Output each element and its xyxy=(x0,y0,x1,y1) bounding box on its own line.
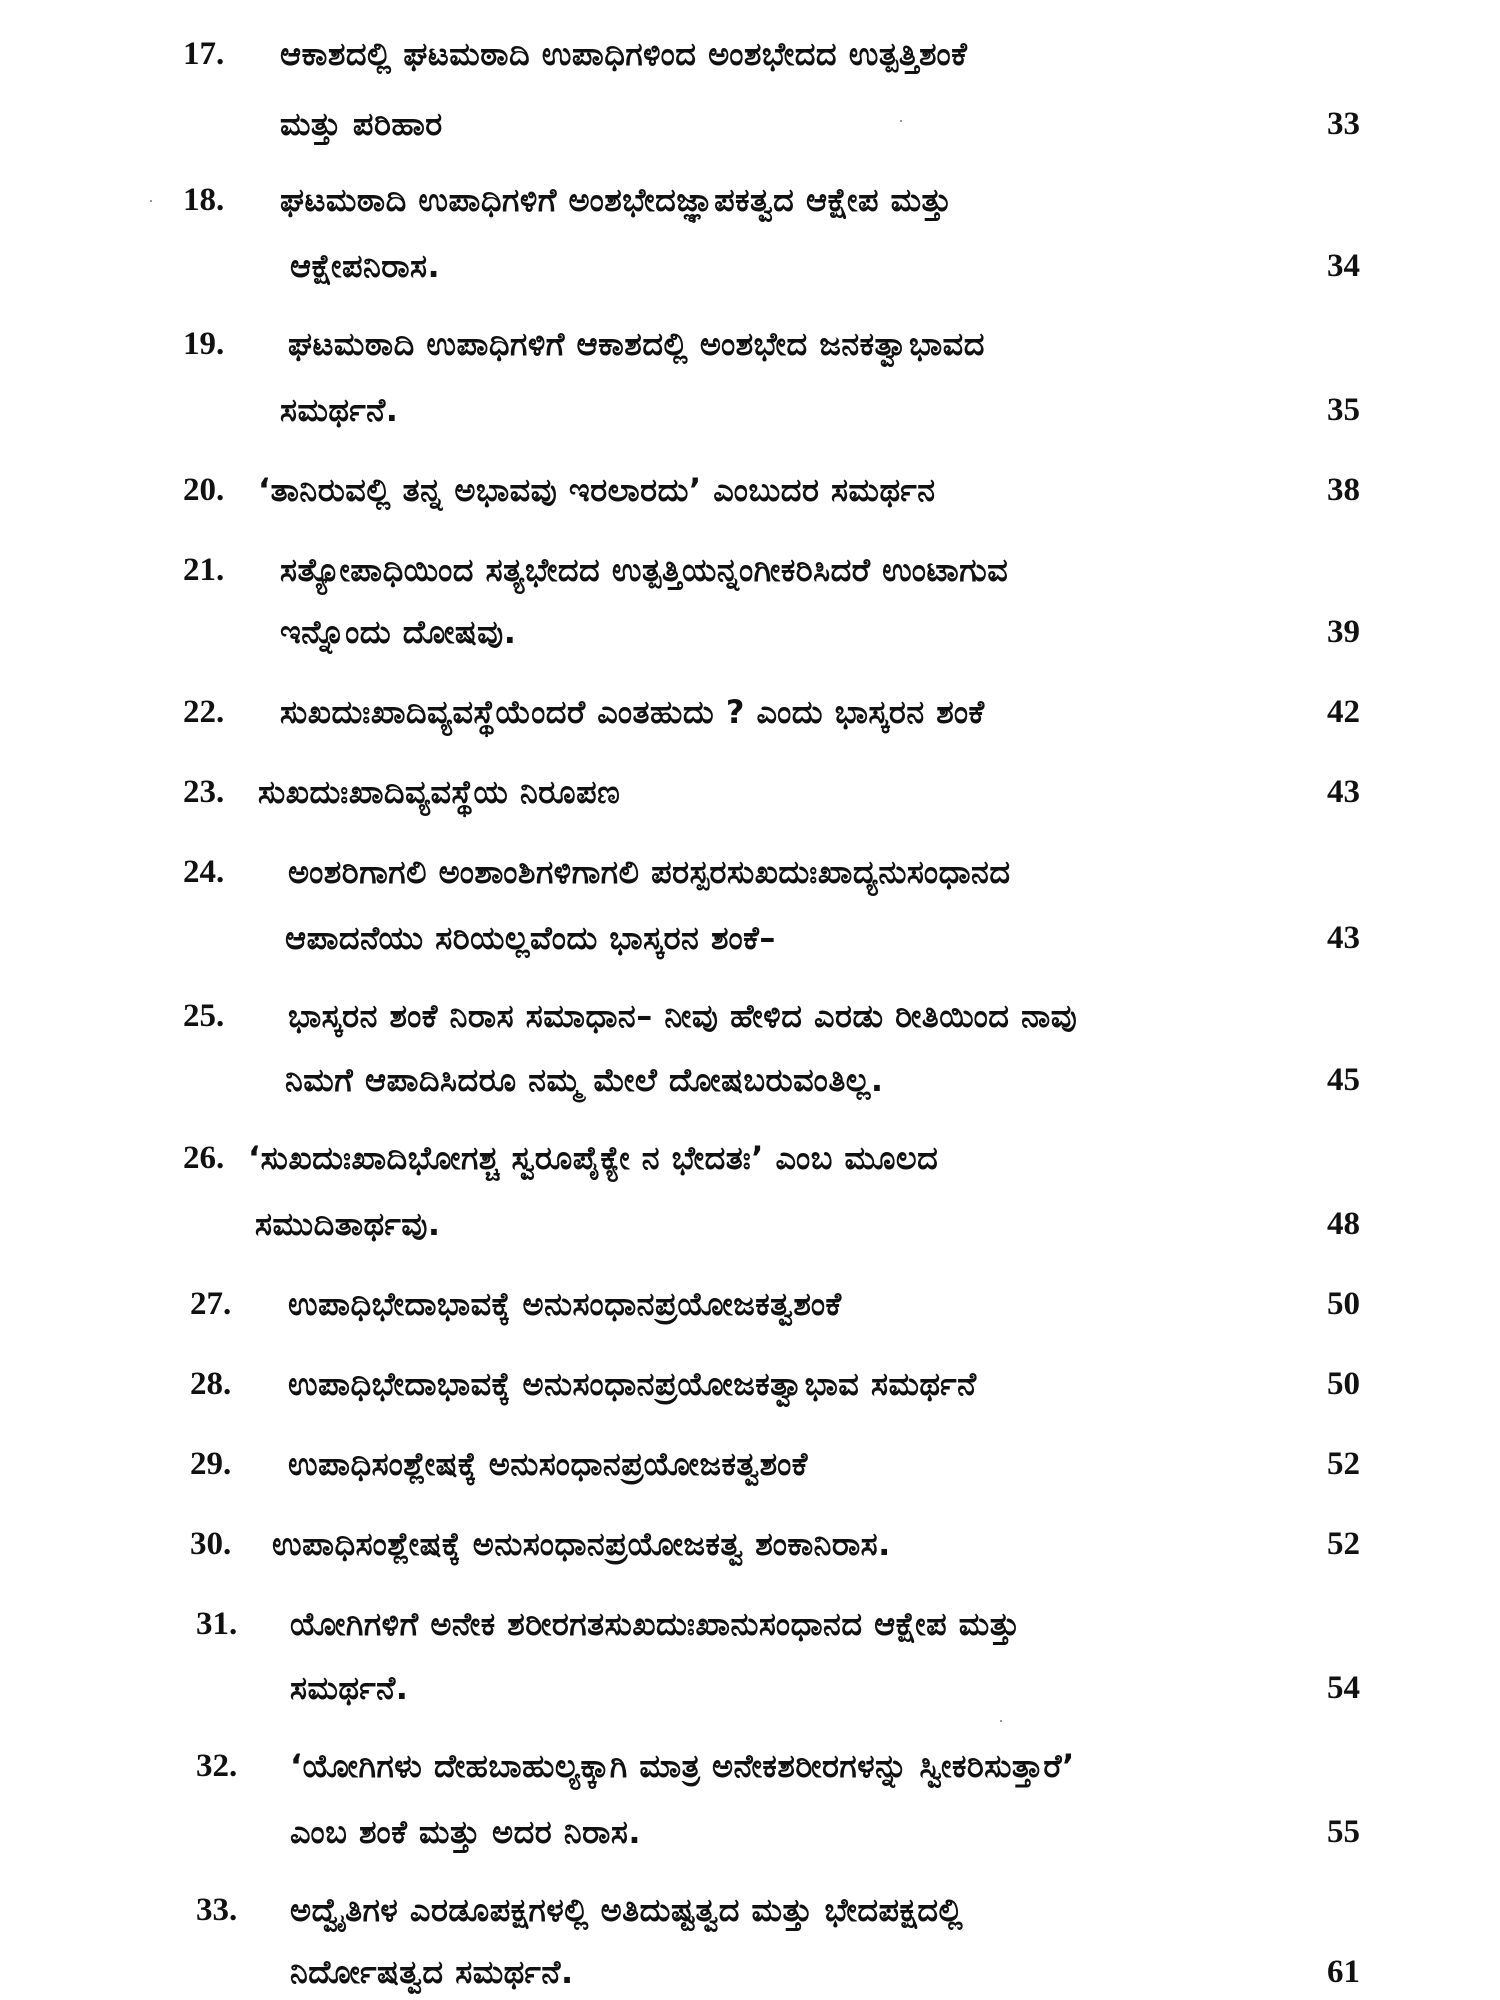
entry-title-line: ಸಮರ್ಥನೆ. xyxy=(290,1669,409,1707)
entry-page-number: 55 xyxy=(1327,1814,1360,1850)
entry-title-line: ಎಂಬ ಶಂಕೆ ಮತ್ತು ಅದರ ನಿರಾಸ. xyxy=(290,1813,641,1851)
entry-number: 18. xyxy=(183,182,225,218)
entry-number: 28. xyxy=(190,1366,232,1402)
entry-title-line: ಉಪಾಧಿಸಂಶ್ಲೇಷಕ್ಕೆ ಅನುಸಂಧಾನಪ್ರಯೋಜಕತ್ವಶಂಕೆ xyxy=(288,1445,808,1483)
entry-title-line: ಆಪಾದನೆಯು ಸರಿಯಲ್ಲವೆಂದು ಭಾಸ್ಕರನ ಶಂಕೆ– xyxy=(285,919,776,957)
entry-title-line: ‘ಯೋಗಿಗಳು ದೇಹಬಾಹುಲ್ಯಕ್ಕಾಗಿ ಮಾತ್ರ ಅನೇಕಶರೀರಗಳನ್ನು ಸ್ವೀಕರಿಸುತ್ತಾರೆ’ xyxy=(290,1747,1075,1785)
entry-page-number: 43 xyxy=(1327,774,1360,810)
entry-title-line: ‘ತಾನಿರುವಲ್ಲಿ ತನ್ನ ಅಭಾವವು ಇರಲಾರದು’ ಎಂಬುದರ ಸಮರ್ಥನ xyxy=(258,471,936,509)
entry-title-line: ಉಪಾಧಿಸಂಶ್ಲೇಷಕ್ಕೆ ಅನುಸಂಧಾನಪ್ರಯೋಜಕತ್ವ ಶಂಕಾನಿರಾಸ. xyxy=(272,1525,891,1563)
entry-number: 29. xyxy=(190,1446,232,1482)
entry-page-number: 52 xyxy=(1327,1526,1360,1562)
entry-number: 25. xyxy=(183,998,225,1034)
entry-title-line: ಅದ್ವೈತಿಗಳ ಎರಡೂಪಕ್ಷಗಳಲ್ಲಿ ಅತಿದುಷ್ಟತ್ವದ ಮತ್ತು ಭೇದಪಕ್ಷದಲ್ಲಿ xyxy=(290,1891,964,1929)
entry-title-line: ಇನ್ನೊಂದು ದೋಷವು. xyxy=(280,613,517,651)
entry-page-number: 52 xyxy=(1327,1446,1360,1482)
entry-number: 24. xyxy=(183,854,225,890)
scan-speck xyxy=(1000,1720,1002,1722)
entry-page-number: 54 xyxy=(1327,1670,1360,1706)
entry-title-line: ಘಟಮಠಾದಿ ಉಪಾಧಿಗಳಿಗೆ ಅಂಶಭೇದಜ್ಞಾಪಕತ್ವದ ಆಕ್ಷೇಪ ಮತ್ತು xyxy=(280,181,952,219)
entry-title-line: ಘಟಮಠಾದಿ ಉಪಾಧಿಗಳಿಗೆ ಆಕಾಶದಲ್ಲಿ ಅಂಶಭೇದ ಜನಕತ್ವಾಭಾವದ xyxy=(288,325,985,363)
entry-page-number: 45 xyxy=(1327,1062,1360,1098)
entry-title-line: ಅಂಶರಿಗಾಗಲಿ ಅಂಶಾಂಶಿಗಳಿಗಾಗಲಿ ಪರಸ್ಪರಸುಖದುಃಖಾದ್ಯನುಸಂಧಾನದ xyxy=(288,853,1011,891)
entry-title-line: ಉಪಾಧಿಭೇದಾಭಾವಕ್ಕೆ ಅನುಸಂಧಾನಪ್ರಯೋಜಕತ್ವಶಂಕೆ xyxy=(288,1285,842,1323)
entry-title-line: ಸುಖದುಃಖಾದಿವ್ಯವಸ್ಥೆಯ ನಿರೂಪಣ xyxy=(258,773,621,811)
entry-page-number: 39 xyxy=(1327,614,1360,650)
entry-title-line: ಆಕ್ಷೇಪನಿರಾಸ. xyxy=(290,247,441,285)
scan-speck xyxy=(900,120,902,122)
entry-page-number: 48 xyxy=(1327,1206,1360,1242)
entry-number: 21. xyxy=(183,552,225,588)
entry-number: 26. xyxy=(183,1140,225,1176)
entry-title-line: ನಿರ್ದೋಷತ್ವದ ಸಮರ್ಥನೆ. xyxy=(290,1953,574,1991)
entry-number: 27. xyxy=(190,1286,232,1322)
entry-title-line: ಸಮುದಿತಾರ್ಥವು. xyxy=(255,1205,441,1243)
entry-page-number: 34 xyxy=(1327,248,1360,284)
entry-title-line: ನಿಮಗೆ ಆಪಾದಿಸಿದರೂ ನಮ್ಮ ಮೇಲೆ ದೋಷಬರುವಂತಿಲ್ಲ. xyxy=(285,1061,884,1099)
entry-title-line: ಸುಖದುಃಖಾದಿವ್ಯವಸ್ಥೆಯೆಂದರೆ ಎಂತಹುದು ? ಎಂದು ಭಾಸ್ಕರನ ಶಂಕೆ xyxy=(280,693,985,731)
entry-number: 19. xyxy=(183,326,225,362)
entry-page-number: 42 xyxy=(1327,694,1360,730)
entry-title-line: ಸಮರ್ಥನೆ. xyxy=(280,391,399,429)
scan-speck xyxy=(150,200,152,202)
entry-number: 31. xyxy=(196,1606,238,1642)
entry-page-number: 38 xyxy=(1327,472,1360,508)
entry-number: 30. xyxy=(190,1526,232,1562)
entry-page-number: 50 xyxy=(1327,1286,1360,1322)
entry-page-number: 50 xyxy=(1327,1366,1360,1402)
entry-number: 23. xyxy=(183,774,225,810)
entry-page-number: 61 xyxy=(1327,1954,1360,1990)
entry-number: 32. xyxy=(196,1748,238,1784)
entry-title-line: ಯೋಗಿಗಳಿಗೆ ಅನೇಕ ಶರೀರಗತಸುಖದುಃಖಾನುಸಂಧಾನದ ಆಕ್ಷೇಪ ಮತ್ತು xyxy=(290,1605,1021,1643)
entry-number: 22. xyxy=(183,694,225,730)
entry-number: 33. xyxy=(196,1892,238,1928)
entry-title-line: ಉಪಾಧಿಭೇದಾಭಾವಕ್ಕೆ ಅನುಸಂಧಾನಪ್ರಯೋಜಕತ್ವಾಭಾವ ಸಮರ್ಥನೆ xyxy=(288,1365,977,1403)
entry-number: 20. xyxy=(183,472,225,508)
entry-title-line: ಮತ್ತು ಪರಿಹಾರ xyxy=(280,105,443,143)
entry-title-line: ‘ಸುಖದುಃಖಾದಿಭೋಗಶ್ಚ ಸ್ವರೂಪೈಕ್ಯೇ ನ ಭೇದತಃ’ ಎಂಬ ಮೂಲದ xyxy=(248,1139,939,1177)
entry-page-number: 43 xyxy=(1327,920,1360,956)
entry-title-line: ಸತ್ಯೋಪಾಧಿಯಿಂದ ಸತ್ಯಭೇದದ ಉತ್ಪತ್ತಿಯನ್ನಂಗೀಕರಿಸಿದರೆ ಉಂಟಾಗುವ xyxy=(280,551,1009,589)
entry-title-line: ಆಕಾಶದಲ್ಲಿ ಘಟಮಠಾದಿ ಉಪಾಧಿಗಳಿಂದ ಅಂಶಭೇದದ ಉತ್ಪತ್ತಿಶಂಕೆ xyxy=(280,35,968,73)
entry-title-line: ಭಾಸ್ಕರನ ಶಂಕೆ ನಿರಾಸ ಸಮಾಧಾನ– ನೀವು ಹೇಳಿದ ಎರಡು ರೀತಿಯಿಂದ ನಾವು xyxy=(288,997,1078,1035)
entry-page-number: 33 xyxy=(1327,106,1360,142)
entry-page-number: 35 xyxy=(1327,392,1360,428)
entry-number: 17. xyxy=(183,36,225,72)
